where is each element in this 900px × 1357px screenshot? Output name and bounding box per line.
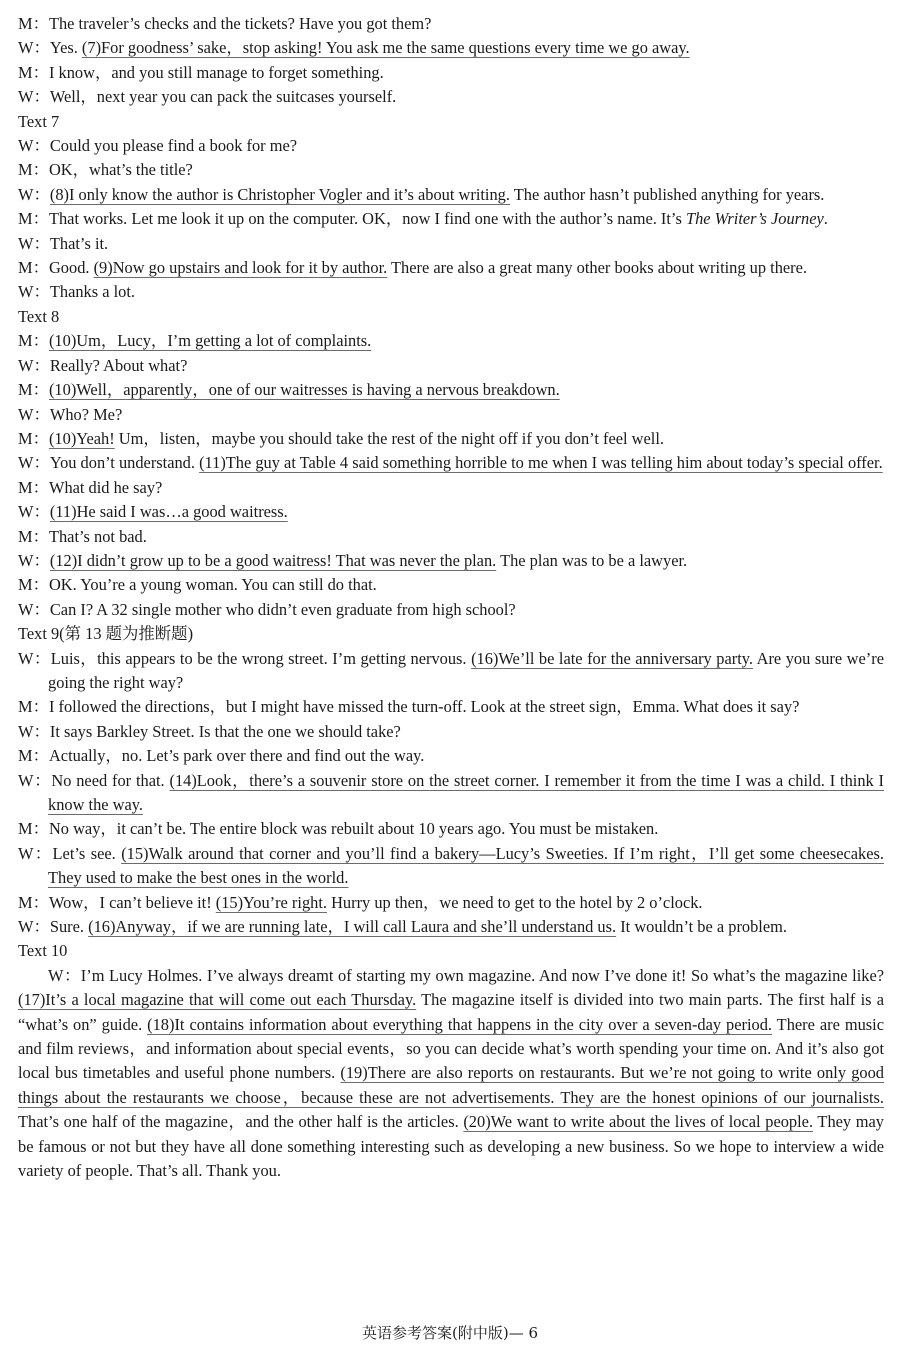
speaker-label: W：	[18, 38, 50, 58]
answer-underline: (15)Walk around that corner and you’ll find a bakery—Lucy’s Sweeties. If I’m right，I’ll get some cheesecakes. They used to make the best ones in the world.	[48, 843, 884, 888]
text-segment: They may be famous or not but they have all done something interesting such as developing a new business. So we hope to interview a wide variety of people. That’s all. Thank you.	[18, 1112, 884, 1181]
speaker-label: W：	[18, 550, 50, 570]
speaker-label: M：	[18, 526, 49, 546]
speaker-label: M：	[18, 209, 49, 229]
speaker-label: W：	[18, 917, 50, 937]
dialogue-line	[18, 720, 884, 744]
dialogue-line	[18, 695, 884, 719]
text-segment: OK. You’re a young woman. You can still do that.	[48, 575, 377, 595]
text-segment: That’s it.	[49, 233, 109, 253]
dialogue-line	[18, 354, 884, 378]
speaker-label: M：	[18, 892, 49, 912]
text-segment: There are also a great many other books about writing up there.	[387, 258, 808, 278]
speaker-label: W：	[18, 282, 50, 302]
text-segment: Sure.	[49, 917, 89, 937]
page-footer: 英语参考答案(附中版)— 6	[361, 1324, 539, 1342]
answer-underline: (12)I didn’t grow up to be a good waitress! That was never the plan.	[49, 550, 497, 570]
answer-transcript	[18, 12, 884, 1184]
text-segment: It wouldn’t be a problem.	[616, 917, 787, 937]
answer-underline: (10)Yeah!	[48, 428, 115, 448]
dialogue-line	[18, 12, 884, 36]
dialogue-line	[18, 549, 884, 573]
dialogue-line	[18, 915, 884, 939]
dialogue-line	[18, 598, 884, 622]
text-segment: Well，next year you can pack the suitcases yourself.	[49, 87, 397, 107]
dialogue-line	[18, 280, 884, 304]
speaker-label: M：	[18, 331, 49, 351]
dialogue-line	[18, 403, 884, 427]
dialogue-line	[18, 134, 884, 158]
dialogue-line	[18, 183, 884, 207]
dialogue-line	[18, 232, 884, 256]
speaker-label: W：	[18, 453, 50, 473]
speaker-label: M：	[18, 62, 49, 82]
text-segment: Luis，this appears to be the wrong street. I’m getting nervous.	[50, 648, 472, 668]
text-segment: Text 7	[18, 111, 60, 131]
text-segment: No way，it can’t be. The entire block was rebuilt about 10 years ago. You must be mistaken.	[48, 819, 659, 839]
speaker-label: W：	[18, 648, 51, 668]
answer-underline: (18)It contains information about everything that happens in the city over a seven-day period.	[147, 1014, 773, 1034]
text-segment: OK，what’s the title?	[48, 160, 193, 180]
section-heading	[18, 622, 884, 646]
answer-underline: (16)We’ll be late for the anniversary party.	[471, 648, 753, 668]
text-segment: Text 9(第 13 题为推断题)	[18, 624, 194, 644]
text-segment: That’s one half of the magazine，and the other half is the articles.	[18, 1112, 464, 1132]
text-segment: Are you sure we’re going the right way?	[48, 648, 884, 692]
dialogue-line	[18, 525, 884, 549]
dialogue-line	[18, 647, 884, 696]
book-title: The Writer’s Journey	[685, 209, 824, 229]
dialogue-line	[18, 256, 884, 280]
text-segment: What did he say?	[48, 477, 163, 497]
section-heading	[18, 305, 884, 329]
text-segment: That works. Let me look it up on the computer. OK，now I find one with the author’s name. It’s	[48, 209, 686, 229]
text-segment: The plan was to be a lawyer.	[496, 550, 688, 570]
speaker-label: W：	[18, 233, 50, 253]
answer-underline: (9)Now go upstairs and look for it by author.	[93, 258, 388, 278]
dialogue-line	[18, 85, 884, 109]
text-segment: Wow，I can’t believe it!	[48, 892, 216, 912]
dialogue-line	[18, 500, 884, 524]
text-segment: Um，listen，maybe you should take the rest of the night off if you don’t feel well.	[114, 428, 664, 448]
dialogue-line	[18, 451, 884, 475]
speaker-label: W：	[18, 184, 50, 204]
dialogue-line	[18, 891, 884, 915]
text-segment: I know，and you still manage to forget something.	[48, 62, 384, 82]
text-segment: Text 10	[18, 941, 68, 961]
speaker-label: W：	[18, 404, 50, 424]
text-segment: Who? Me?	[49, 404, 123, 424]
text-segment: Can I? A 32 single mother who didn’t even graduate from high school?	[49, 599, 516, 619]
speaker-label: W：	[18, 721, 50, 741]
speaker-label: W：	[18, 770, 52, 790]
speaker-label: M：	[18, 14, 49, 33]
answer-underline: (8)I only know the author is Christopher Vogler and it’s about writing.	[49, 184, 510, 204]
speaker-label: M：	[18, 575, 49, 595]
text-segment: There are music and film reviews，and information about special events，so you can decide what’s worth spending your time on. And it’s also got local bus timetables and useful phone numbers.	[18, 1014, 884, 1083]
dialogue-line	[18, 744, 884, 768]
text-segment: You don’t understand.	[49, 453, 200, 473]
answer-underline: (7)For goodness’ sake，stop asking! You ask me the same questions every time we go away.	[81, 38, 690, 58]
text-segment: Thanks a lot.	[49, 282, 135, 302]
answer-underline: (19)There are also reports on restaurants. But we’re not going to write only good things about the restaurants we choose，because these are not advertisements. They are the honest opinions of our journalists.	[18, 1063, 884, 1107]
speaker-label: M：	[18, 380, 49, 400]
speaker-label: M：	[18, 428, 49, 448]
speaker-label: M：	[18, 697, 49, 717]
dialogue-line	[18, 329, 884, 353]
answer-underline: (20)We want to write about the lives of local people.	[463, 1112, 814, 1132]
text-segment: It says Barkley Street. Is that the one we should take?	[49, 721, 401, 741]
text-segment: Yes.	[49, 38, 82, 58]
speaker-label: M：	[18, 477, 49, 497]
answer-underline: (14)Look，there’s a souvenir store on the street corner. I remember it from the time I was a child. I think I know the way.	[48, 770, 885, 814]
dialogue-line	[18, 769, 884, 818]
dialogue-line	[18, 61, 884, 85]
dialogue-line	[18, 158, 884, 182]
answer-underline: (10)Um，Lucy，I’m getting a lot of complaints.	[48, 331, 372, 351]
text-segment: Actually，no. Let’s park over there and find out the way.	[48, 746, 425, 766]
speaker-label: W：	[18, 843, 53, 863]
text-segment: Let’s see.	[52, 843, 122, 863]
dialogue-line	[18, 476, 884, 500]
text-segment: No need for that.	[51, 770, 170, 790]
text-segment: W：I’m Lucy Holmes. I’ve always dreamt of starting my own magazine. And now I’ve done it! So what’s the magazine like?	[48, 965, 884, 985]
answer-underline: (11)The guy at Table 4 said something horrible to me when I was telling him about today’s special offer.	[199, 453, 883, 473]
text-segment: I followed the directions，but I might have missed the turn-off. Look at the street sign，Emma. What does it say?	[48, 697, 800, 717]
answer-underline: (11)He said I was…a good waitress.	[49, 502, 288, 522]
text-segment: Could you please find a book for me?	[49, 136, 298, 156]
text-segment: The magazine itself is divided into two main parts. The first half is a “what’s on” guide.	[18, 990, 885, 1034]
speaker-label: M：	[18, 160, 49, 180]
speaker-label: W：	[18, 502, 50, 522]
text-segment: .	[823, 209, 828, 229]
dialogue-line	[18, 207, 884, 231]
dialogue-line	[18, 842, 884, 891]
speaker-label: M：	[18, 258, 49, 278]
text-segment: Hurry up then，we need to get to the hotel by 2 o’clock.	[327, 892, 703, 912]
dialogue-line	[18, 36, 884, 60]
speaker-label: W：	[18, 136, 50, 156]
speaker-label: W：	[18, 599, 50, 619]
answer-underline: (15)You’re right.	[215, 892, 327, 912]
speaker-label: W：	[18, 87, 50, 107]
text-segment: The author hasn’t published anything for years.	[509, 184, 825, 204]
dialogue-line	[18, 378, 884, 402]
text-segment: That’s not bad.	[48, 526, 147, 546]
text-segment: The traveler’s checks and the tickets? Have you got them?	[48, 14, 432, 33]
text-segment: Good.	[48, 258, 94, 278]
section-heading	[18, 939, 884, 963]
text-segment: Really? About what?	[49, 355, 188, 375]
answer-underline: (16)Anyway，if we are running late，I will call Laura and she’ll understand us.	[88, 917, 617, 937]
dialogue-line	[18, 573, 884, 597]
dialogue-line	[18, 817, 884, 841]
speaker-label: M：	[18, 746, 49, 766]
answer-underline: (10)Well，apparently，one of our waitresses is having a nervous breakdown.	[48, 380, 560, 400]
speaker-label: W：	[18, 355, 50, 375]
dialogue-line	[18, 427, 884, 451]
speaker-label: M：	[18, 819, 49, 839]
section-heading	[18, 110, 884, 134]
text-segment: Text 8	[18, 306, 60, 326]
answer-underline: (17)It’s a local magazine that will come out each Thursday.	[18, 990, 417, 1010]
monologue-paragraph	[18, 964, 884, 1184]
